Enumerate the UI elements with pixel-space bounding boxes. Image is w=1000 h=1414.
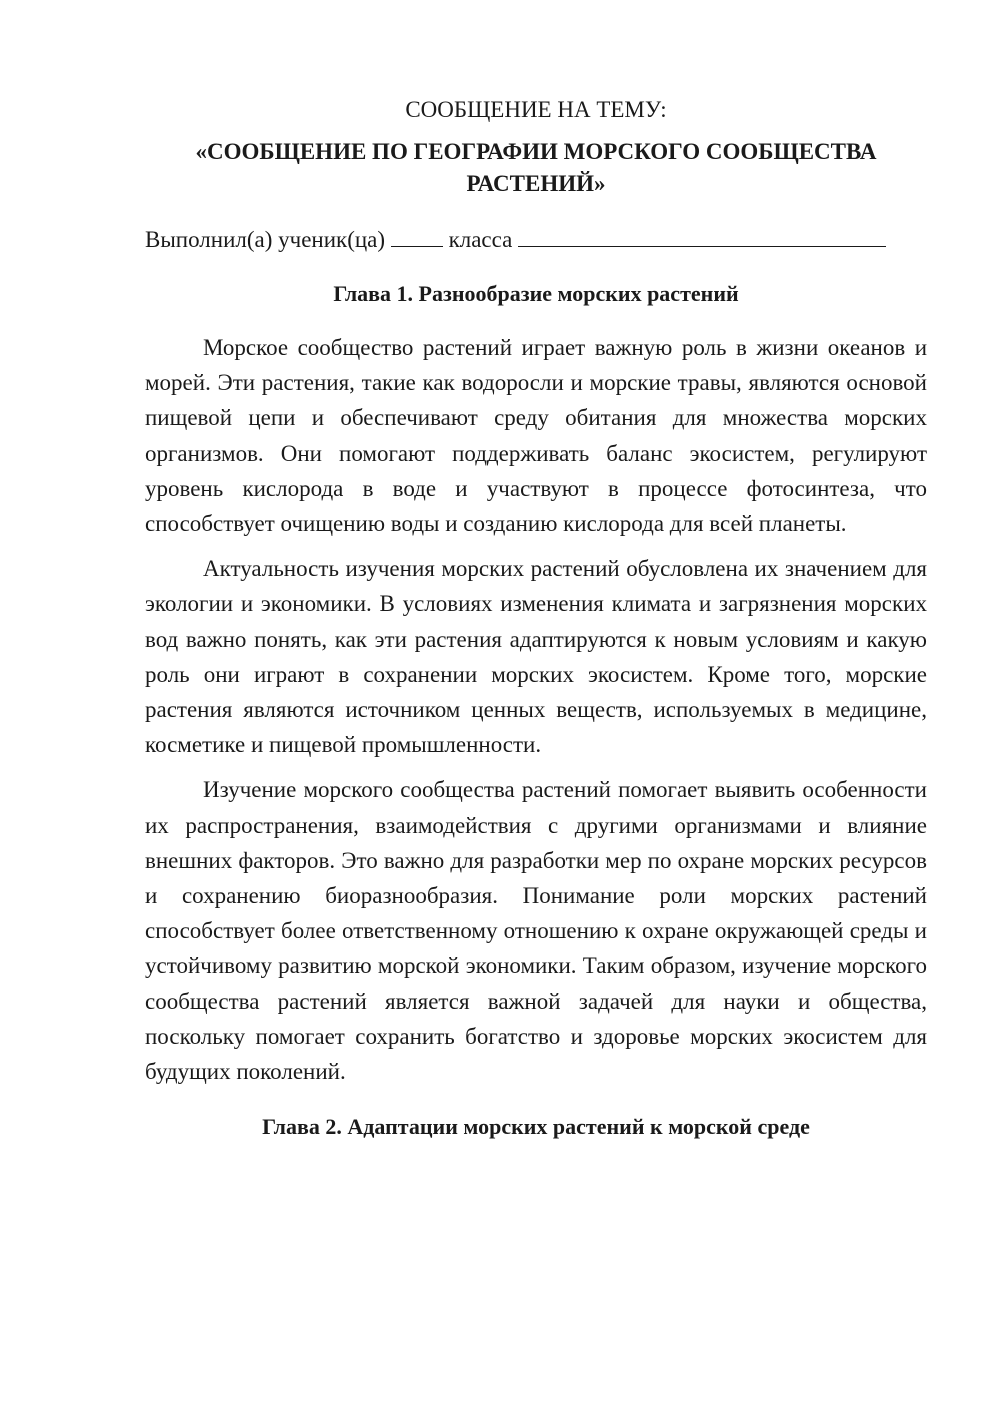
author-middle: класса [448,227,513,252]
document-title-line-2: РАСТЕНИЙ» [466,171,606,196]
paragraph: Актуальность изучения морских растений обусловлена их значением для экологии и экономики. В условиях изменения климата и загрязнения морских вод важно понять, как эти растения адаптируются к новым условиям и какую роль они играют в сохранении морских экосистем. Кроме того, морские растения являются источником ценных веществ, используемых в медицине, косметике и пищевой промышленности. [145,556,927,758]
paragraph: Изучение морского сообщества растений помогает выявить особенности их распространения, взаимодействия с другими организмами и влияние внешних факторов. Это важно для разработки мер по охране морских ресурсов и сохранению биоразнообразия. Понимание роли морских растений способствует более ответственному отношению к охране окружающей среды и устойчивому развитию морской экономики. Таким образом, изучение морского сообщества растений является важной задачей для науки и общества, поскольку помогает сохранить богатство и здоровье морских экосистем для будущих поколений. [145,777,927,1085]
paragraph: Морское сообщество растений играет важную роль в жизни океанов и морей. Эти растения, такие как водоросли и морские травы, являются основой пищевой цепи и обеспечивают среду обитания для множества морских организмов. Они помогают поддерживать баланс экосистем, регулируют уровень кислорода в воде и участвуют в процессе фотосинтеза, что способствует очищению воды и созданию кислорода для всей планеты. [145,335,927,537]
grade-blank [391,224,443,247]
chapter-2-title: Глава 2. Адаптации морских растений к морской среде [262,1114,810,1140]
document-title-line-1: «СООБЩЕНИЕ ПО ГЕОГРАФИИ МОРСКОГО СООБЩЕСТВА [195,139,877,164]
name-blank [518,224,886,247]
document-heading: СООБЩЕНИЕ НА ТЕМУ: [405,97,667,122]
author-prefix: Выполнил(а) ученик(ца) [145,227,386,252]
document-title [145,136,927,200]
author-line [145,224,927,256]
document-content [145,94,927,1143]
chapter-1-title: Глава 1. Разнообразие морских растений [333,281,739,306]
